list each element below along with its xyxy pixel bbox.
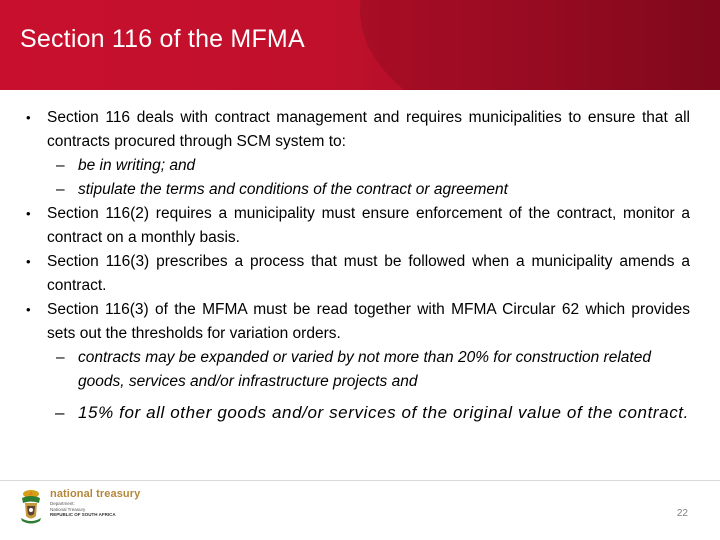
logo-line-republic: REPUBLIC OF SOUTH AFRICA [50, 512, 116, 517]
sub-bullet-item [22, 178, 690, 202]
logo-line-treasury: National Treasury [50, 506, 86, 512]
bullet-text: Section 116(3) of the MFMA must be read together with MFMA Circular 62 which provides sets out the thresholds for variation orders. [47, 301, 690, 342]
sub-bullet-item-large [22, 400, 690, 425]
logo-brand-name: national treasury [50, 488, 141, 500]
title-bar-shading [360, 0, 720, 90]
sub-bullet-marker: – [56, 181, 65, 198]
coat-of-arms-icon [18, 488, 44, 526]
bullet-marker: • [26, 254, 31, 269]
logo-line-department: Department: [50, 501, 75, 506]
bullet-marker: • [26, 206, 31, 221]
slide-content [22, 106, 690, 425]
slide-title: Section 116 of the MFMA [20, 25, 305, 53]
page-number: 22 [676, 508, 688, 519]
bullet-marker: • [26, 110, 31, 125]
bullet-text: Section 116(2) requires a municipality must ensure enforcement of the contract, monitor a contract on a monthly basis. [47, 205, 690, 246]
logo-text [50, 488, 140, 518]
bullet-marker: • [26, 302, 31, 317]
bullet-item [22, 250, 690, 298]
sub-bullet-text: stipulate the terms and conditions of the contract or agreement [78, 181, 508, 198]
sub-bullet-item [22, 346, 690, 394]
bullet-text: Section 116 deals with contract management and requires municipalities to ensure that all contracts procured through SCM system to: [47, 109, 690, 150]
sub-bullet-item [22, 154, 690, 178]
sub-bullet-text: contracts may be expanded or varied by not more than 20% for construction related goods, services and/or infrastructure projects and [78, 349, 651, 390]
sub-bullet-marker: – [56, 349, 65, 366]
footer-divider [0, 480, 720, 481]
title-bar [0, 0, 720, 90]
sub-bullet-marker: – [56, 157, 65, 174]
bullet-item [22, 106, 690, 154]
bullet-item [22, 298, 690, 346]
bullet-item [22, 202, 690, 250]
sub-bullet-marker: – [55, 403, 66, 422]
bullet-text: Section 116(3) prescribes a process that must be followed when a municipality amends a contract. [47, 253, 690, 294]
sub-bullet-text: be in writing; and [78, 157, 196, 174]
national-treasury-logo [18, 488, 158, 528]
sub-bullet-text: 15% for all other goods and/or services of the original value of the contract. [78, 403, 689, 422]
